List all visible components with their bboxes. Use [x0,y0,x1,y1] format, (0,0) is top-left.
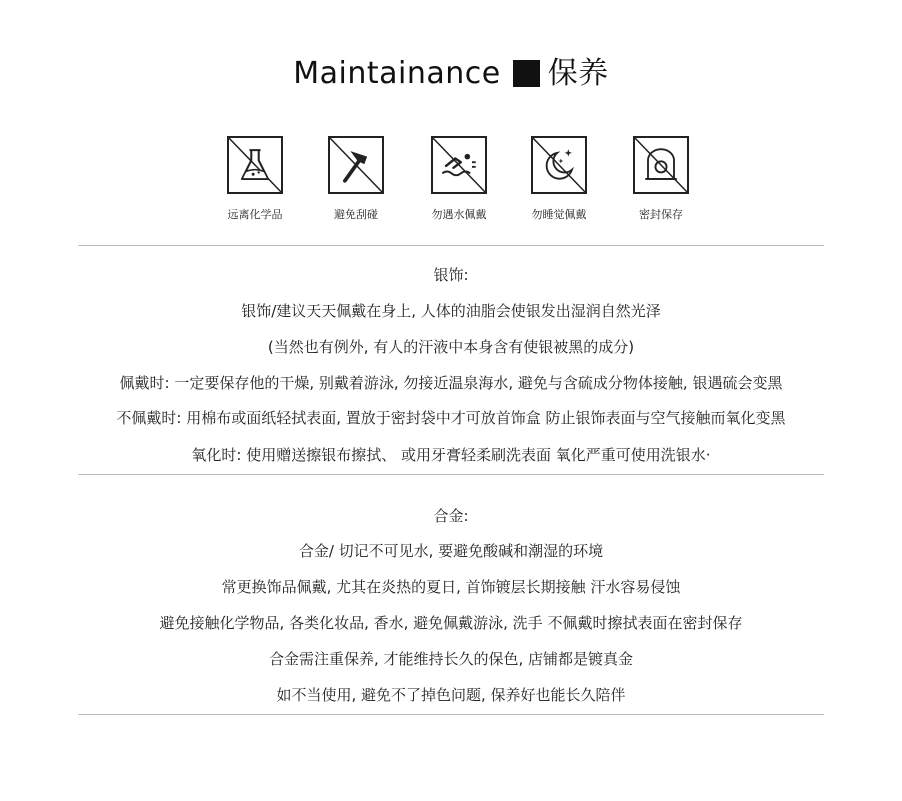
silver-line: 佩戴时: 一定要保存他的干燥, 别戴着游泳, 勿接近温泉海水, 避免与含硫成分物体接触, 银遇硫会变黑 [119,374,783,392]
alloy-line: 合金需注重保养, 才能维持长久的保色, 店铺都是镀真金 [268,650,634,668]
care-item-chemicals [200,136,310,222]
moon-sleep-icon [531,136,587,194]
page-title [0,52,902,96]
divider-bottom [78,714,824,715]
care-item-scratch [301,136,411,222]
title-english: Maintainance [293,56,501,91]
care-item-water [404,136,514,222]
care-label: 避免刮碰 [334,208,378,221]
swimmer-icon [431,136,487,194]
care-icons-row [0,136,902,232]
title-separator-square [513,60,540,87]
care-item-sealed [606,136,716,222]
alloy-line: 合金/ 切记不可见水, 要避免酸碱和潮湿的环境 [298,542,604,560]
silver-line: 氧化时: 使用赠送擦银布擦拭、 或用牙膏轻柔刷洗表面 氧化严重可使用洗银水· [191,446,711,464]
care-label: 勿睡觉佩戴 [531,208,587,221]
silver-line: 不佩戴时: 用棉布或面纸轻拭表面, 置放于密封袋中才可放首饰盒 防止银饰表面与空气接触而氧化变黑 [116,409,786,427]
title-chinese: 保养 [547,56,609,91]
alloy-line: 避免接触化学物品, 各类化妆品, 香水, 避免佩戴游泳, 洗手 不佩戴时擦拭表面在密封保存 [159,614,743,632]
hammer-icon [328,136,384,194]
divider-top [78,245,824,246]
care-label: 勿遇水佩戴 [431,208,487,221]
care-label: 密封保存 [639,208,683,221]
alloy-line: 常更换饰品佩戴, 尤其在炎热的夏日, 首饰镀层长期接触 汗水容易侵蚀 [221,578,681,596]
silver-heading: 银饰: [433,266,469,284]
care-label: 远离化学品 [227,208,283,221]
alloy-line: 如不当使用, 避免不了掉色问题, 保养好也能长久陪伴 [276,686,626,704]
alloy-heading: 合金: [433,507,469,525]
chemical-flask-icon [227,136,283,194]
silver-line: 银饰/建议天天佩戴在身上, 人体的油脂会使银发出湿润自然光泽 [241,302,661,320]
divider-middle [78,474,824,475]
care-item-sleep [504,136,614,222]
sealed-box-icon [633,136,689,194]
silver-line: (当然也有例外, 有人的汗液中本身含有使银被黑的成分) [267,338,635,356]
